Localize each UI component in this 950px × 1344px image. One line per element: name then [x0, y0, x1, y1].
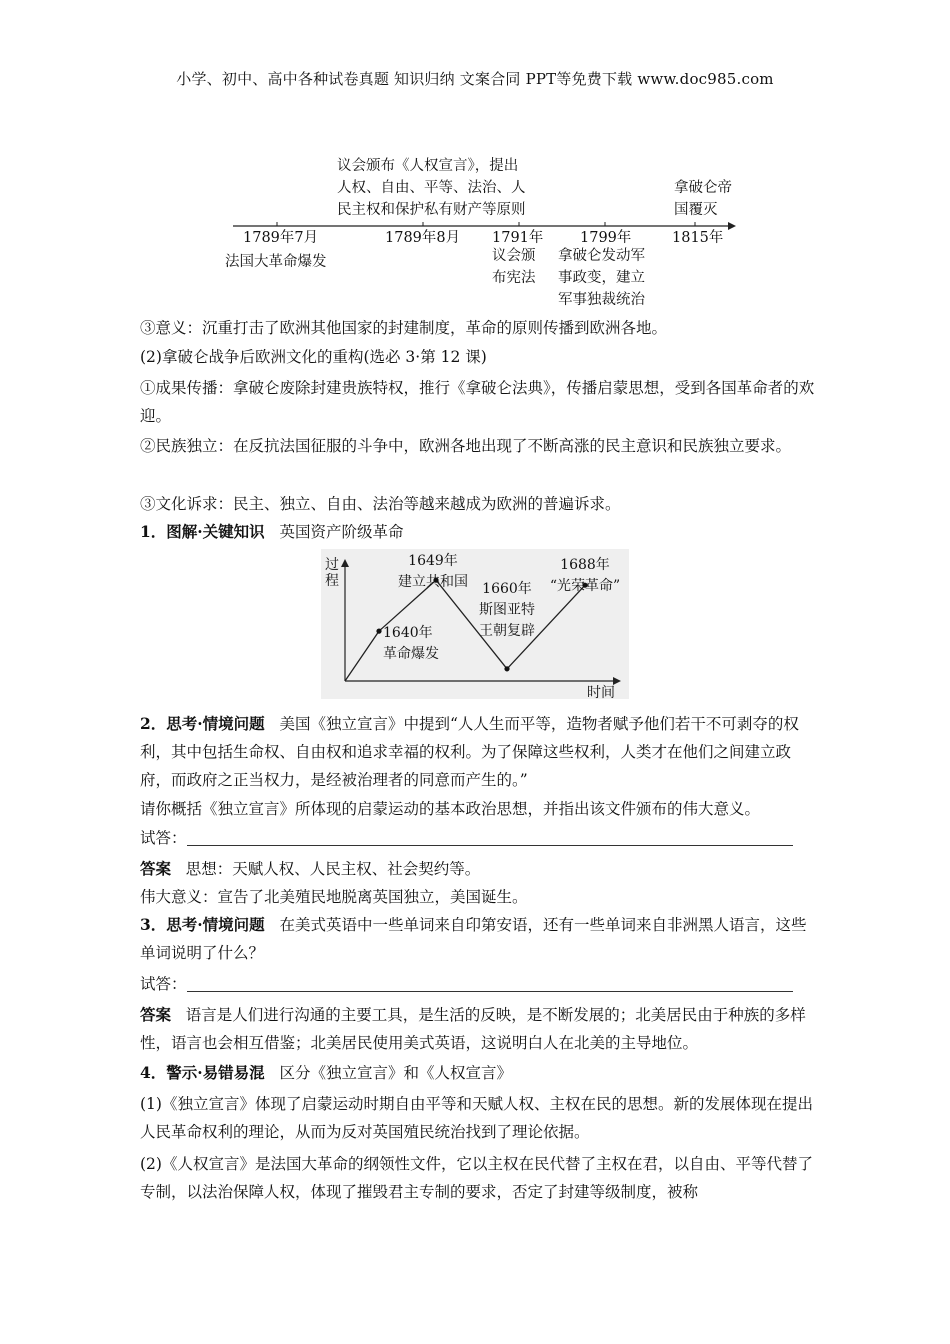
q2-label: 2．思考·情境问题 [140, 714, 265, 733]
q2-try [140, 824, 820, 852]
para-subheading: (2)拿破仑战争后欧洲文化的重构(选必 3·第 12 课) [140, 348, 487, 366]
y-axis-arrow [341, 559, 349, 567]
below-1799 [558, 245, 645, 311]
note-line: 人权、自由、平等、法治、人 [337, 180, 526, 196]
q2-ask: 请你概括《独立宣言》所体现的启蒙运动的基本政治思想，并指出该文件颁布的伟大意义。 [140, 800, 761, 818]
below-1789-7: 法国大革命爆发 [225, 254, 327, 270]
note-line: 拿破仑帝 [674, 180, 732, 196]
answer-text: 思想：天赋人权、人民主权、社会契约等。 [185, 860, 481, 878]
tick-1815: 1815年 [672, 230, 724, 246]
q4-point-2: (2)《人权宣言》是法国大革命的纲领性文件，它以主权在民代替了主权在君，以自由、平等代替了专制，以法治保障人权，体现了摧毁君主专制的要求，否定了封建等级制度，被称 [140, 1155, 813, 1201]
x-axis-arrow [613, 677, 621, 685]
q1-text: 英国资产阶级革命 [279, 523, 404, 541]
data-label-1660: 斯图亚特 [479, 602, 535, 618]
data-point-1640 [376, 629, 381, 634]
data-label-1660: 1660年 [482, 581, 532, 597]
q4-text: 区分《独立宣言》和《人权宣言》 [279, 1064, 512, 1082]
tick-1791: 1791年 [492, 230, 544, 246]
data-label-1640: 1640年 [383, 625, 433, 642]
q1-heading [140, 518, 820, 546]
answer-text: 语言是人们进行沟通的主要工具，是生活的反映，是不断发展的；北美居民由于种族的多样性，语言也会相互借鉴；北美居民使用美式英语，这说明白人在北美的主导地位。 [140, 1006, 806, 1052]
q4-heading [140, 1059, 820, 1087]
try-label: 试答： [140, 975, 187, 993]
q3-try [140, 970, 820, 998]
tick-1799: 1799年 [580, 230, 632, 246]
tick-1789-7: 1789年7月 [243, 230, 319, 246]
data-label-1688: 1688年 [560, 557, 610, 573]
below-1791 [492, 245, 536, 289]
try-label: 试答： [140, 829, 187, 847]
q3-label: 3．思考·情境问题 [140, 915, 265, 934]
note-1815 [674, 177, 732, 221]
data-label-1649: 建立共和国 [398, 574, 468, 590]
q3-block [140, 911, 820, 967]
answer-blank[interactable] [187, 827, 793, 846]
chart-svg [321, 549, 629, 699]
note-line: 议会颁布《人权宣言》，提出 [337, 158, 519, 174]
q2-answer-2: 伟大意义：宣告了北美殖民地脱离英国独立，美国诞生。 [140, 888, 528, 906]
answer-label: 答案 [140, 859, 172, 878]
note-line: 国覆灭 [674, 202, 718, 218]
para-achievement: ①成果传播：拿破仑废除封建贵族特权，推行《拿破仑法典》，传播启蒙思想，受到各国革命者的欢迎。 [140, 379, 815, 425]
para-independence: ②民族独立：在反抗法国征服的斗争中，欧洲各地出现了不断高涨的民主意识和民族独立要求。 [140, 437, 792, 455]
q1-label: 1．图解·关键知识 [140, 522, 265, 541]
data-label-1640: 革命爆发 [383, 646, 439, 663]
answer-label: 答案 [140, 1005, 172, 1024]
england-revolution-chart [321, 549, 629, 699]
q3-text: 在美式英语中一些单词来自印第安语，还有一些单词来自非洲黑人语言，这些单词说明了什么？ [140, 916, 807, 962]
tick-1789-8: 1789年8月 [385, 230, 461, 246]
note-1789-8 [337, 155, 526, 221]
data-label-1688: “光荣革命” [549, 578, 621, 594]
note-line: 议会颁 [492, 248, 536, 264]
q4-label: 4．警示·易错易混 [140, 1063, 265, 1082]
page-header: 小学、初中、高中各种试卷真题 知识归纳 文案合同 PPT等免费下载 www.doc985.com [176, 70, 774, 88]
para-culture: ③文化诉求：民主、独立、自由、法治等越来越成为欧洲的普遍诉求。 [140, 495, 621, 513]
x-axis-label: 时间 [587, 685, 615, 699]
answer-blank[interactable] [187, 973, 793, 992]
note-line: 民主权和保护私有财产等原则 [337, 202, 526, 218]
note-line: 军事独裁统治 [558, 292, 645, 308]
note-line: 事政变，建立 [558, 270, 645, 286]
q2-answer [140, 855, 820, 883]
note-line: 布宪法 [492, 270, 536, 286]
para-significance: ③意义：沉重打击了欧洲其他国家的封建制度，革命的原则传播到欧洲各地。 [140, 319, 668, 337]
q2-block [140, 710, 820, 794]
data-point-1660 [504, 666, 509, 671]
q3-answer [140, 1001, 820, 1057]
data-label-1649: 1649年 [408, 553, 458, 569]
y-axis-label-char: 程 [325, 573, 339, 589]
q2-text: 美国《独立宣言》中提到“人人生而平等，造物者赋予他们若干不可剥夺的权利，其中包括生命权、自由权和追求幸福的权利。为了保障这些权利，人类才在他们之间建立政府，而政府之正当权力，是经被治理者的同意而产生的。” [140, 715, 799, 789]
data-label-1660: 王朝复辟 [479, 623, 535, 639]
y-axis-label-char: 过 [325, 557, 339, 573]
note-line: 拿破仑发动军 [558, 248, 645, 264]
q4-point-1: (1)《独立宣言》体现了启蒙运动时期自由平等和天赋人权、主权在民的思想。新的发展体现在提出人民革命权利的理论，从而为反对英国殖民统治找到了理论依据。 [140, 1095, 813, 1141]
